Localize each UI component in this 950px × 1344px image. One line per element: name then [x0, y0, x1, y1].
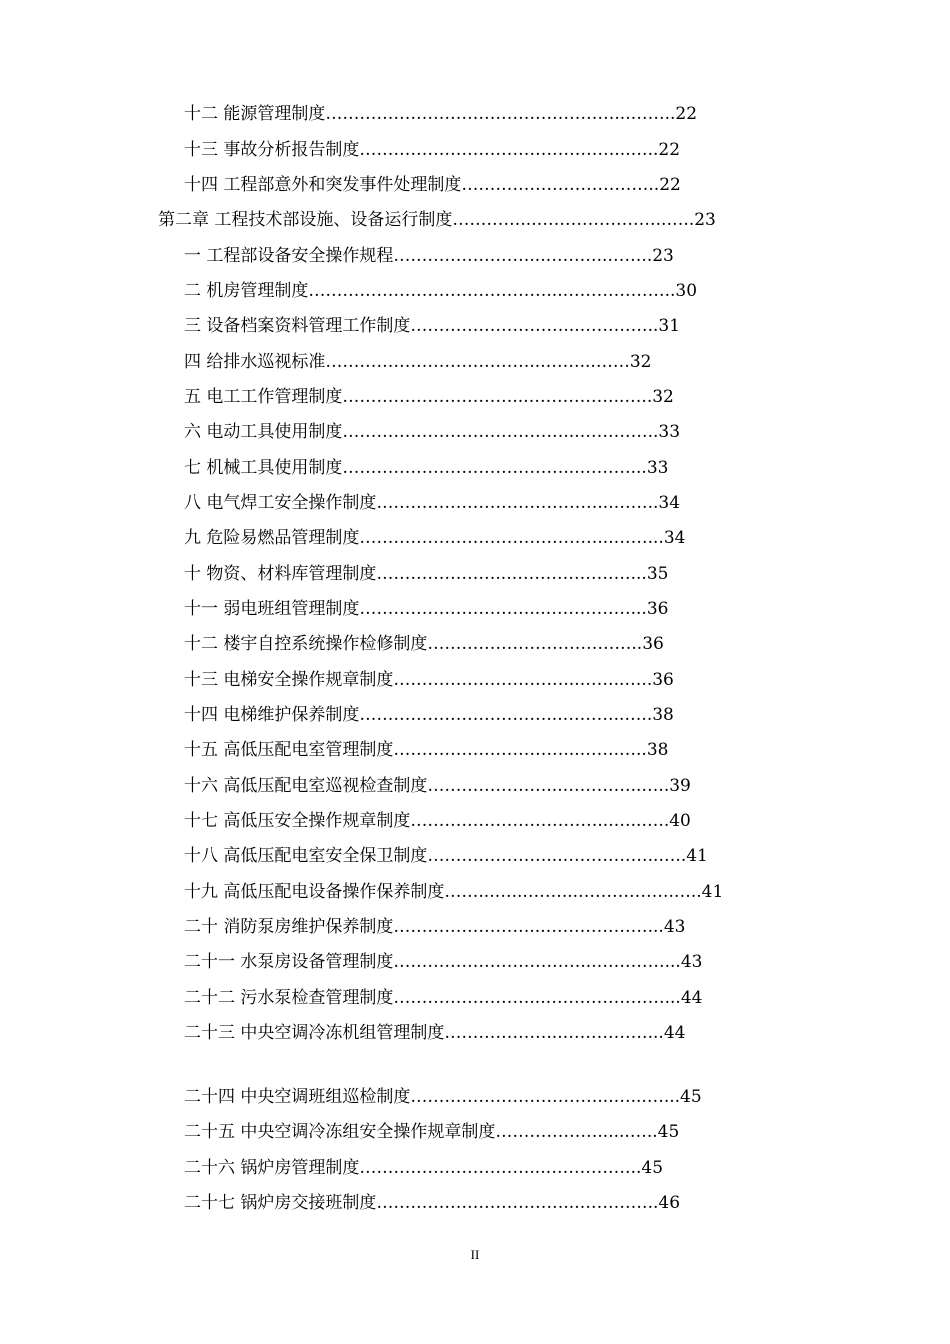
page-number: II: [470, 1247, 480, 1262]
toc-entry: 十四 电梯维护保养制度……………………………...………..…..38: [184, 705, 674, 725]
toc-entry: 二十六 锅炉房管理制度…………………………...……………..45: [184, 1158, 664, 1178]
toc-entry: 十五 高低压配电室管理制度…………………………...…….…..38: [184, 740, 669, 760]
toc-entry: 九 危险易燃品管理制度……………………………………...……...34: [184, 528, 686, 548]
toc-entry: 十九 高低压配电设备操作保养制度……...…...……...……………..…..41: [184, 882, 724, 902]
toc-entry: 六 电动工具使用制度…………………………………...…………..33: [184, 422, 681, 442]
toc-entry: 二 机房管理制度……………………………………...………………..30: [184, 281, 698, 301]
toc-entry: 十三 事故分析报告制度………………………………………...…..22: [184, 140, 681, 160]
toc-entry: 二十七 锅炉房交接班制度……………………………...…………..46: [184, 1193, 681, 1213]
toc-entry: 二十 消防泵房维护保养制度……………………...………………...43: [184, 917, 686, 937]
toc-chapter-heading: 第二章 工程技术部设施、设备运行制度…………...…………………..…..23: [158, 210, 716, 230]
toc-entry: 十 物资、材料库管理制度…………………...…………………...35: [184, 564, 669, 584]
toc-entry: 七 机械工具使用制度…………………………………...………...33: [184, 458, 669, 478]
toc-entry: 三 设备档案资料管理工作制度………………………...…………..31: [184, 316, 681, 336]
toc-entry: 十七 高低压安全操作规章制度……………………………...…..…..40: [184, 811, 691, 831]
toc-entry: 十一 弱电班组管理制度…………………………...……………...36: [184, 599, 669, 619]
toc-entry: 二十二 污水泵检查管理制度……………………...…………………...44: [184, 988, 703, 1008]
toc-entry: 十六 高低压配电室巡视检查制度…………………...…………..…..39: [184, 776, 691, 796]
toc-entry: 二十一 水泵房设备管理制度……………………………...…………...43: [184, 952, 703, 972]
toc-entry: 四 给排水巡视标准………………………………...……...……32: [184, 352, 652, 372]
toc-entry: 十二 能源管理制度……………………………………………...……..22: [184, 104, 698, 124]
toc-entry: 二十五 中央空调冷冻组安全操作规章制度………………......…..45: [184, 1122, 680, 1142]
toc-entry: 十八 高低压配电室安全保卫制度…………………...……………..…..41: [184, 846, 708, 866]
toc-entry: 五 电工工作管理制度…………………………...……………..…..32: [184, 387, 674, 407]
toc-entry: 十三 电梯安全操作规章制度…………………………...……..…..36: [184, 670, 674, 690]
toc-entry: 二十三 中央空调冷冻机组管理制度………………...……………...44: [184, 1023, 686, 1043]
toc-entry: 八 电气焊工安全操作制度…………………………………...……..34: [184, 493, 681, 513]
toc-entry: 十四 工程部意外和突发事件处理制度……………………………..22: [184, 175, 681, 195]
toc-entry: 一 工程部设备安全操作规程……………………...………..……..23: [184, 246, 674, 266]
toc-entry: 二十四 中央空调班组巡检制度……………………………...…...…...45: [184, 1087, 702, 1107]
toc-entry: 十二 楼宇自控系统操作检修制度………………………………..36: [184, 634, 664, 654]
